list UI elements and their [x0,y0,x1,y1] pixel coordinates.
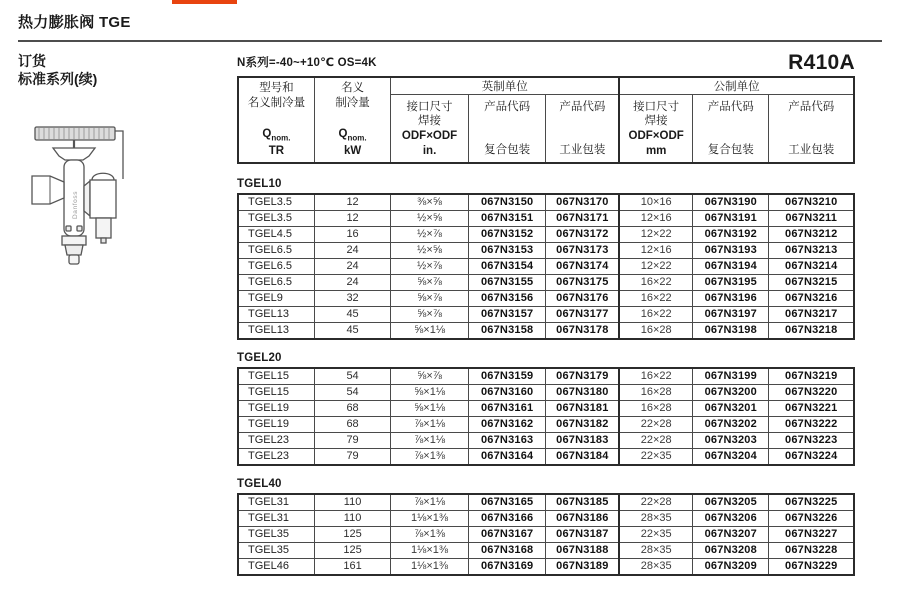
cell-code-composite-imperial: 067N3154 [468,259,546,275]
cell-conn-imperial: ⅞×1⅛ [391,433,469,449]
header-code-composite-imperial: 产品代码 复合包装 [468,95,546,164]
left-sidebar [18,42,237,576]
cell-code-industrial-metric: 067N3229 [769,559,854,576]
cell-code-industrial-metric: 067N3211 [769,211,854,227]
cell-code-industrial-imperial: 067N3171 [546,211,619,227]
expansion-valve-illustration [26,124,146,286]
cell-code-composite-imperial: 067N3160 [468,385,546,401]
header-conn-imperial: 接口尺寸 焊接 ODF×ODF in. [391,95,469,164]
cell-code-industrial-imperial: 067N3170 [546,194,619,211]
cell-conn-imperial: ⅝×1⅛ [391,323,469,340]
cell-model: TGEL31 [238,494,314,511]
cell-model: TGEL31 [238,511,314,527]
table-tgel10 [237,193,855,340]
cell-capacity: 110 [314,494,390,511]
cell-model: TGEL35 [238,527,314,543]
standard-series-label: 标准系列(续) [18,70,98,87]
cell-code-industrial-metric: 067N3218 [769,323,854,340]
header-code-industrial-metric: 产品代码 工业包装 [769,95,854,164]
cell-capacity: 45 [314,307,390,323]
cell-conn-imperial: ⅜×⅝ [391,194,469,211]
cell-code-composite-imperial: 067N3165 [468,494,546,511]
cell-code-industrial-metric: 067N3215 [769,275,854,291]
table-row [238,417,854,433]
cell-capacity: 54 [314,368,390,385]
cell-code-industrial-metric: 067N3222 [769,417,854,433]
note-row [237,52,855,73]
cell-model: TGEL19 [238,401,314,417]
cell-code-composite-imperial: 067N3161 [468,401,546,417]
cell-conn-metric: 16×22 [619,275,692,291]
cell-code-industrial-imperial: 067N3189 [546,559,619,576]
cell-code-industrial-metric: 067N3225 [769,494,854,511]
outlet-connector-icon [90,180,116,218]
cell-code-industrial-imperial: 067N3182 [546,417,619,433]
cell-model: TGEL6.5 [238,259,314,275]
cell-code-industrial-imperial: 067N3172 [546,227,619,243]
header-group-imperial: 英制单位 [391,77,620,95]
cell-conn-imperial: 1⅛×1⅜ [391,511,469,527]
cell-conn-metric: 16×22 [619,368,692,385]
cell-code-composite-imperial: 067N3164 [468,449,546,466]
cell-model: TGEL13 [238,323,314,340]
cell-code-composite-metric: 067N3201 [693,401,769,417]
cell-code-industrial-imperial: 067N3187 [546,527,619,543]
capillary-tube-icon [115,131,123,179]
section-label-tgel40: TGEL40 [237,478,282,490]
table-area [237,42,855,576]
refrigerant-label: R410A [788,51,855,74]
thermostatic-element-icon [35,127,115,140]
cell-code-composite-metric: 067N3204 [693,449,769,466]
cell-conn-metric: 22×28 [619,433,692,449]
cell-model: TGEL9 [238,291,314,307]
cell-conn-metric: 12×16 [619,243,692,259]
cell-capacity: 24 [314,259,390,275]
cell-code-composite-imperial: 067N3155 [468,275,546,291]
cell-conn-imperial: ⅞×1⅜ [391,527,469,543]
cell-conn-imperial: ⅝×⅞ [391,275,469,291]
table-row [238,559,854,576]
cell-conn-metric: 12×22 [619,259,692,275]
cell-conn-imperial: ½×⅞ [391,227,469,243]
header-group-metric: 公制单位 [619,77,854,95]
cell-capacity: 12 [314,211,390,227]
cell-code-industrial-metric: 067N3221 [769,401,854,417]
cell-model: TGEL35 [238,543,314,559]
cell-code-composite-metric: 067N3198 [693,323,769,340]
table-row [238,291,854,307]
cell-conn-imperial: ⅞×1⅛ [391,494,469,511]
table-row [238,385,854,401]
cell-code-industrial-metric: 067N3212 [769,227,854,243]
cell-conn-metric: 16×28 [619,385,692,401]
cell-code-composite-imperial: 067N3153 [468,243,546,259]
cell-code-industrial-metric: 067N3227 [769,527,854,543]
cell-code-composite-imperial: 067N3157 [468,307,546,323]
cell-code-industrial-imperial: 067N3179 [546,368,619,385]
cell-conn-metric: 16×28 [619,401,692,417]
cell-conn-imperial: 1⅛×1⅜ [391,559,469,576]
cell-code-composite-imperial: 067N3156 [468,291,546,307]
cell-model: TGEL46 [238,559,314,576]
cell-code-composite-metric: 067N3196 [693,291,769,307]
cell-code-industrial-metric: 067N3210 [769,194,854,211]
cell-conn-metric: 12×16 [619,211,692,227]
inlet-port-icon [32,176,64,204]
cell-model: TGEL3.5 [238,211,314,227]
cell-code-industrial-imperial: 067N3180 [546,385,619,401]
table-row [238,307,854,323]
header-code-composite-metric: 产品代码 复合包装 [693,95,769,164]
cell-model: TGEL13 [238,307,314,323]
cell-conn-metric: 28×35 [619,559,692,576]
cell-code-composite-imperial: 067N3158 [468,323,546,340]
cell-code-industrial-metric: 067N3226 [769,511,854,527]
cell-code-industrial-metric: 067N3224 [769,449,854,466]
cell-code-composite-metric: 067N3197 [693,307,769,323]
cell-code-composite-metric: 067N3195 [693,275,769,291]
cell-code-composite-metric: 067N3192 [693,227,769,243]
cell-conn-imperial: 1⅛×1⅜ [391,543,469,559]
table-row [238,243,854,259]
table-row [238,368,854,385]
section-label-tgel20: TGEL20 [237,352,282,364]
valve-diaphragm-icon [53,148,95,160]
cell-code-industrial-imperial: 067N3188 [546,543,619,559]
table-row [238,323,854,340]
table-row [238,211,854,227]
table-row [238,401,854,417]
section-label-tgel10: TGEL10 [237,178,282,190]
cell-code-composite-imperial: 067N3159 [468,368,546,385]
cell-capacity: 79 [314,433,390,449]
cell-code-industrial-imperial: 067N3185 [546,494,619,511]
cell-code-composite-metric: 067N3206 [693,511,769,527]
cell-conn-imperial: ½×⅞ [391,259,469,275]
cell-code-composite-metric: 067N3205 [693,494,769,511]
table-row [238,275,854,291]
cell-code-industrial-imperial: 067N3183 [546,433,619,449]
cell-conn-imperial: ½×⅝ [391,211,469,227]
cell-capacity: 68 [314,401,390,417]
cell-capacity: 68 [314,417,390,433]
cell-conn-metric: 16×28 [619,323,692,340]
cell-capacity: 12 [314,194,390,211]
cell-code-composite-metric: 067N3207 [693,527,769,543]
header-model-column: 型号和 名义制冷量 $Q_{nom.}$ TR [238,77,314,163]
cell-code-industrial-metric: 067N3223 [769,433,854,449]
cell-conn-metric: 16×22 [619,291,692,307]
header-code-industrial-imperial: 产品代码 工业包装 [546,95,619,164]
cell-code-composite-imperial: 067N3162 [468,417,546,433]
cell-capacity: 32 [314,291,390,307]
flare-nut-icon [65,245,83,255]
cell-code-industrial-metric: 067N3216 [769,291,854,307]
cell-code-composite-imperial: 067N3166 [468,511,546,527]
table-row [238,511,854,527]
cell-code-industrial-imperial: 067N3173 [546,243,619,259]
cell-capacity: 161 [314,559,390,576]
cell-conn-imperial: ⅞×1⅛ [391,417,469,433]
cell-capacity: 45 [314,323,390,340]
order-table-header [237,76,855,164]
table-row [238,494,854,511]
cell-code-composite-imperial: 067N3150 [468,194,546,211]
cell-code-composite-imperial: 067N3151 [468,211,546,227]
table-row [238,259,854,275]
cell-conn-imperial: ⅝×1⅛ [391,401,469,417]
cell-conn-imperial: ⅝×⅞ [391,368,469,385]
cell-capacity: 125 [314,527,390,543]
cell-model: TGEL3.5 [238,194,314,211]
cell-code-composite-metric: 067N3193 [693,243,769,259]
cell-capacity: 54 [314,385,390,401]
cell-code-composite-metric: 067N3202 [693,417,769,433]
cell-conn-metric: 22×28 [619,417,692,433]
page-content [0,42,900,576]
page-title: 热力膨胀阀 TGE [18,14,131,31]
cell-code-industrial-metric: 067N3214 [769,259,854,275]
cell-conn-metric: 28×35 [619,511,692,527]
cell-code-industrial-imperial: 067N3184 [546,449,619,466]
table-tgel40 [237,493,855,576]
cell-code-composite-imperial: 067N3169 [468,559,546,576]
cell-code-composite-metric: 067N3194 [693,259,769,275]
cell-conn-metric: 22×28 [619,494,692,511]
cell-model: TGEL6.5 [238,243,314,259]
cell-model: TGEL19 [238,417,314,433]
table-row [238,227,854,243]
table-row [238,433,854,449]
cell-code-composite-imperial: 067N3167 [468,527,546,543]
cell-code-industrial-imperial: 067N3181 [546,401,619,417]
cell-code-composite-metric: 067N3209 [693,559,769,576]
cell-code-industrial-metric: 067N3228 [769,543,854,559]
cell-code-composite-metric: 067N3191 [693,211,769,227]
brand-logo-bar [172,0,237,4]
table-row [238,194,854,211]
header-capacity-column: 名义 制冷量 $Q_{nom.}$ kW [314,77,390,163]
cell-capacity: 24 [314,275,390,291]
cell-conn-metric: 10×16 [619,194,692,211]
cell-code-composite-imperial: 067N3163 [468,433,546,449]
cell-capacity: 24 [314,243,390,259]
cell-code-industrial-metric: 067N3217 [769,307,854,323]
table-row [238,543,854,559]
ordering-label: 订货 [18,53,46,69]
cell-code-composite-imperial: 067N3168 [468,543,546,559]
cell-code-industrial-metric: 067N3220 [769,385,854,401]
cell-code-industrial-metric: 067N3219 [769,368,854,385]
cell-conn-imperial: ½×⅝ [391,243,469,259]
cell-conn-imperial: ⅝×⅞ [391,307,469,323]
cell-model: TGEL15 [238,385,314,401]
valve-brand-text: Danfoss [72,190,79,219]
bulb-dome-icon [92,173,114,180]
cell-code-industrial-imperial: 067N3177 [546,307,619,323]
table-row [238,449,854,466]
cell-capacity: 110 [314,511,390,527]
cell-code-industrial-imperial: 067N3176 [546,291,619,307]
cell-model: TGEL4.5 [238,227,314,243]
table-tgel20 [237,367,855,466]
cell-code-industrial-imperial: 067N3186 [546,511,619,527]
header-conn-metric: 接口尺寸 焊接 ODF×ODF mm [619,95,692,164]
cell-code-industrial-imperial: 067N3178 [546,323,619,340]
cell-conn-metric: 12×22 [619,227,692,243]
cell-model: TGEL6.5 [238,275,314,291]
cell-code-composite-metric: 067N3200 [693,385,769,401]
series-note: N系列=-40~+10℃ OS=4K [237,57,377,69]
cell-conn-imperial: ⅝×⅞ [391,291,469,307]
table-row [238,527,854,543]
cell-code-composite-metric: 067N3203 [693,433,769,449]
cell-code-composite-imperial: 067N3152 [468,227,546,243]
cell-code-industrial-metric: 067N3213 [769,243,854,259]
cell-model: TGEL23 [238,433,314,449]
cell-code-composite-metric: 067N3190 [693,194,769,211]
cell-conn-imperial: ⅝×1⅛ [391,385,469,401]
cell-capacity: 125 [314,543,390,559]
cell-code-composite-metric: 067N3199 [693,368,769,385]
cell-conn-imperial: ⅞×1⅜ [391,449,469,466]
cell-code-composite-metric: 067N3208 [693,543,769,559]
cell-capacity: 79 [314,449,390,466]
cell-model: TGEL15 [238,368,314,385]
cell-conn-metric: 16×22 [619,307,692,323]
cell-conn-metric: 22×35 [619,449,692,466]
cell-code-industrial-imperial: 067N3174 [546,259,619,275]
cell-conn-metric: 22×35 [619,527,692,543]
cell-capacity: 16 [314,227,390,243]
cell-code-industrial-imperial: 067N3175 [546,275,619,291]
cell-model: TGEL23 [238,449,314,466]
cell-conn-metric: 28×35 [619,543,692,559]
